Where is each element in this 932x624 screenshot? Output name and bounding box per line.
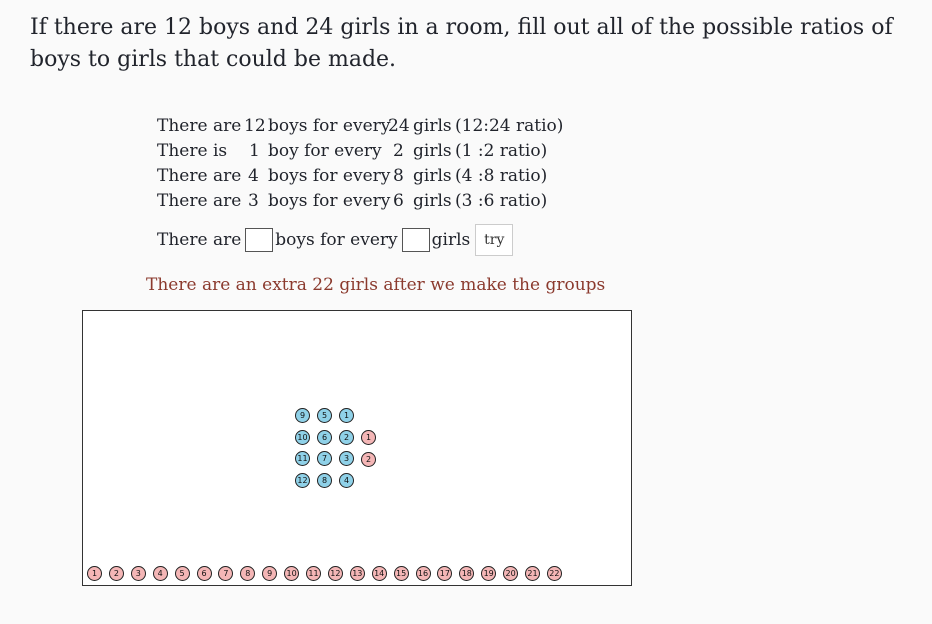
ratio-boys-count: 4 — [248, 166, 259, 186]
entry-boys-label: boys for every — [275, 230, 398, 250]
ratio-girls-label: girls — [413, 141, 452, 161]
girl-circle: 14 — [372, 566, 387, 581]
girl-circle: 16 — [416, 566, 431, 581]
girl-circle: 7 — [218, 566, 233, 581]
girl-circle: 1 — [87, 566, 102, 581]
girl-circle: 1 — [361, 430, 376, 445]
girl-circle: 10 — [284, 566, 299, 581]
ratio-girls-count: 6 — [393, 191, 404, 211]
girl-circle: 5 — [175, 566, 190, 581]
boy-circle: 12 — [295, 473, 310, 488]
ratio-value: (3 :6 ratio) — [455, 191, 548, 211]
girl-circle: 3 — [131, 566, 146, 581]
ratio-verb: There are — [157, 191, 242, 211]
girl-circle: 17 — [437, 566, 452, 581]
ratio-girls-count: 8 — [393, 166, 404, 186]
grouping-canvas — [82, 310, 632, 586]
girl-circle: 21 — [525, 566, 540, 581]
girl-circle: 18 — [459, 566, 474, 581]
boy-circle: 4 — [339, 473, 354, 488]
girl-circle: 13 — [350, 566, 365, 581]
ratio-girls-label: girls — [413, 191, 452, 211]
feedback-message: There are an extra 22 girls after we make the groups — [146, 275, 606, 295]
girl-circle: 15 — [394, 566, 409, 581]
boy-circle: 1 — [339, 408, 354, 423]
ratio-boys-label: boy for every — [268, 141, 382, 161]
ratio-verb: There is — [157, 141, 228, 161]
ratio-girls-count: 24 — [388, 116, 410, 136]
try-button[interactable]: try — [475, 224, 513, 256]
ratio-boys-count: 1 — [249, 141, 260, 161]
ratio-value: (12:24 ratio) — [455, 116, 564, 136]
ratio-girls-label: girls — [413, 166, 452, 186]
boy-circle: 2 — [339, 430, 354, 445]
ratio-boys-label: boys for every — [268, 166, 391, 186]
entry-girls-label: girls — [431, 230, 471, 250]
ratio-girls-label: girls — [413, 116, 452, 136]
boy-circle: 10 — [295, 430, 310, 445]
ratio-verb: There are — [157, 166, 242, 186]
girl-circle: 11 — [306, 566, 321, 581]
girl-circle: 2 — [109, 566, 124, 581]
boy-circle: 7 — [317, 451, 332, 466]
ratio-value: (4 :8 ratio) — [455, 166, 548, 186]
girl-circle: 4 — [153, 566, 168, 581]
boys-input[interactable] — [245, 228, 273, 252]
boy-circle: 9 — [295, 408, 310, 423]
girl-circle: 12 — [328, 566, 343, 581]
girl-circle: 2 — [361, 452, 376, 467]
question-text: If there are 12 boys and 24 girls in a room, fill out all of the possible ratios of boys to girls that could be made. — [30, 15, 893, 72]
ratio-girls-count: 2 — [393, 141, 404, 161]
ratio-entry-row — [157, 223, 513, 257]
ratio-boys-label: boys for every — [268, 191, 391, 211]
ratio-boys-count: 3 — [248, 191, 259, 211]
girl-circle: 20 — [503, 566, 518, 581]
girl-circle: 9 — [262, 566, 277, 581]
ratio-value: (1 :2 ratio) — [455, 141, 548, 161]
boy-circle: 3 — [339, 451, 354, 466]
girls-input[interactable] — [402, 228, 430, 252]
ratio-verb: There are — [157, 116, 242, 136]
ratio-boys-count: 12 — [244, 116, 266, 136]
ratio-boys-label: boys for every — [268, 116, 391, 136]
boy-circle: 8 — [317, 473, 332, 488]
girl-circle: 8 — [240, 566, 255, 581]
girl-circle: 19 — [481, 566, 496, 581]
entry-verb: There are — [157, 230, 242, 250]
girl-circle: 6 — [197, 566, 212, 581]
girl-circle: 22 — [547, 566, 562, 581]
boy-circle: 11 — [295, 451, 310, 466]
boy-circle: 6 — [317, 430, 332, 445]
boy-circle: 5 — [317, 408, 332, 423]
